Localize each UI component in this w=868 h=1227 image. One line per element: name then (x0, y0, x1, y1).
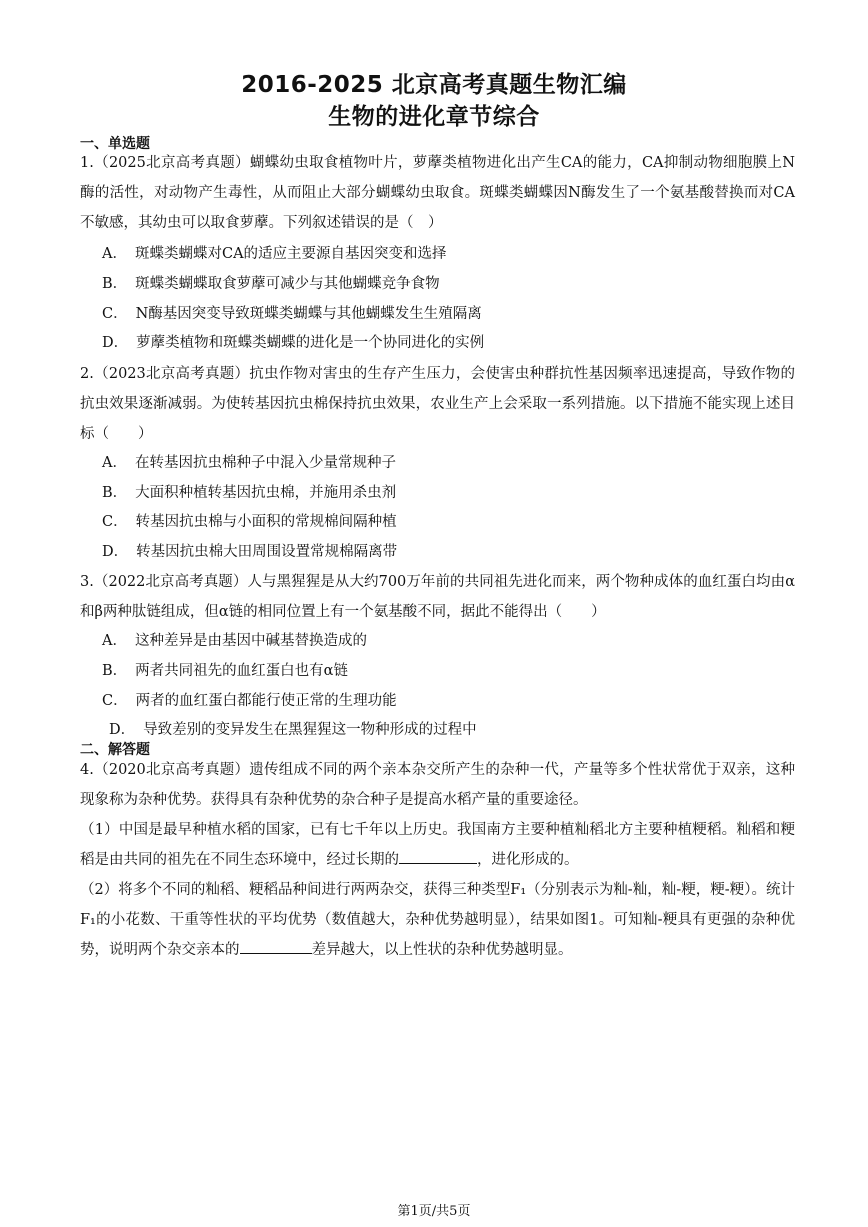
option-letter: B． (102, 485, 128, 501)
question-2-stem: 2.（2023北京高考真题）抗虫作物对害虫的生存产生压力，会使害虫种群抗性基因频率迅速提高，导致作物的抗虫效果逐渐减弱。为使转基因抗虫棉保持抗虫效果，农业生产上会采取一系列措施。以下措施不能实现上述目标（ ） (80, 366, 795, 442)
option-letter: B． (102, 276, 128, 292)
question-3-stem: 3.（2022北京高考真题）人与黑猩猩是从大约700万年前的共同祖先进化而来，两个物种成体的血红蛋白均由α和β两种肽链组成，但α链的相同位置上有一个氨基酸不同，据此不能得出（ ） (80, 574, 795, 620)
question-3-option-b (102, 661, 348, 681)
question-2-option-a (102, 453, 396, 473)
question-3-option-c (102, 691, 397, 711)
option-letter: A． (102, 246, 127, 262)
option-text: 斑蝶类蝴蝶对CA的适应主要源自基因突变和选择 (134, 246, 447, 262)
question-3-option-a (102, 631, 367, 651)
option-text: 两者共同祖先的血红蛋白也有α链 (135, 663, 348, 679)
section-heading-answer: 二、解答题 (80, 742, 150, 758)
option-letter: C． (102, 306, 128, 322)
option-text: 转基因抗虫棉与小面积的常规棉间隔种植 (135, 514, 397, 530)
question-1-option-c (102, 304, 482, 324)
option-letter: A． (102, 633, 127, 649)
option-letter: D． (102, 544, 129, 560)
question-3-option-d (109, 720, 477, 740)
question-4-part-2 (80, 875, 795, 965)
option-text: 转基因抗虫棉大田周围设置常规棉隔离带 (136, 544, 398, 560)
option-text: 大面积种植转基因抗虫棉，并施用杀虫剂 (135, 485, 397, 501)
option-letter: C． (102, 514, 128, 530)
option-text: 萝藦类植物和斑蝶类蝴蝶的进化是一个协同进化的实例 (136, 335, 485, 351)
option-text: N酶基因突变导致斑蝶类蝴蝶与其他蝴蝶发生生殖隔离 (135, 306, 482, 322)
question-2-option-b (102, 483, 396, 503)
option-letter: A． (102, 455, 127, 471)
part-2-text-after: 差异越大，以上性状的杂种优势越明显。 (311, 942, 573, 958)
question-2-option-d (102, 542, 397, 562)
question-1-stem: 1.（2025北京高考真题）蝴蝶幼虫取食植物叶片，萝藦类植物进化出产生CA的能力，CA抑制动物细胞膜上N酶的活性，对动物产生毒性，从而阻止大部分蝴蝶幼虫取食。斑蝶类蝴蝶因N酶发生了一个氨基酸替换而对CA不敏感，其幼虫可以取食萝藦。下列叙述错误的是（ ） (80, 155, 795, 231)
option-text: 在转基因抗虫棉种子中混入少量常规种子 (134, 455, 396, 471)
part-2-text-before: （2）将多个不同的籼稻、粳稻品种间进行两两杂交，获得三种类型F₁（分别表示为籼-籼，籼-粳，粳-粳）。统计F₁的小花数、干重等性状的平均优势（数值越大，杂种优势越明显），结果如图1。可知籼-粳具有更强的杂种优势，说明两个杂交亲本的 (80, 882, 795, 958)
option-text: 这种差异是由基因中碱基替换造成的 (134, 633, 367, 649)
question-2-option-c (102, 512, 397, 532)
option-letter: B． (102, 663, 128, 679)
question-1-option-b (102, 274, 440, 294)
option-text: 导致差别的变异发生在黑猩猩这一物种形成的过程中 (143, 722, 477, 738)
document-title: 2016-2025 北京高考真题生物汇编 (241, 72, 627, 98)
question-4-part-1 (80, 815, 795, 875)
part-1-text-before: （1）中国是最早种植水稻的国家，已有七千年以上历史。我国南方主要种植籼稻北方主要种植粳稻。籼稻和粳稻是由共同的祖先在不同生态环境中，经过长期的 (80, 822, 795, 868)
answer-blank-2[interactable] (240, 939, 312, 954)
document-subtitle: 生物的进化章节综合 (328, 104, 540, 130)
option-letter: D． (109, 722, 136, 738)
option-letter: D． (102, 335, 129, 351)
section-heading-single-choice: 一、单选题 (80, 136, 150, 152)
option-text: 斑蝶类蝴蝶取食萝藦可减少与其他蝴蝶竞争食物 (135, 276, 440, 292)
option-letter: C． (102, 693, 128, 709)
part-1-text-after: ，进化形成的。 (477, 852, 579, 868)
answer-blank-1[interactable] (399, 849, 477, 864)
option-text: 两者的血红蛋白都能行使正常的生理功能 (135, 693, 397, 709)
page-number: 第1页/共5页 (397, 1204, 471, 1219)
question-4-stem: 4.（2020北京高考真题）遗传组成不同的两个亲本杂交所产生的杂种一代，产量等多个性状常优于双亲，这种现象称为杂种优势。获得具有杂种优势的杂合种子是提高水稻产量的重要途径。 (80, 762, 795, 808)
question-1-option-a (102, 244, 447, 264)
question-1-option-d (102, 333, 484, 353)
